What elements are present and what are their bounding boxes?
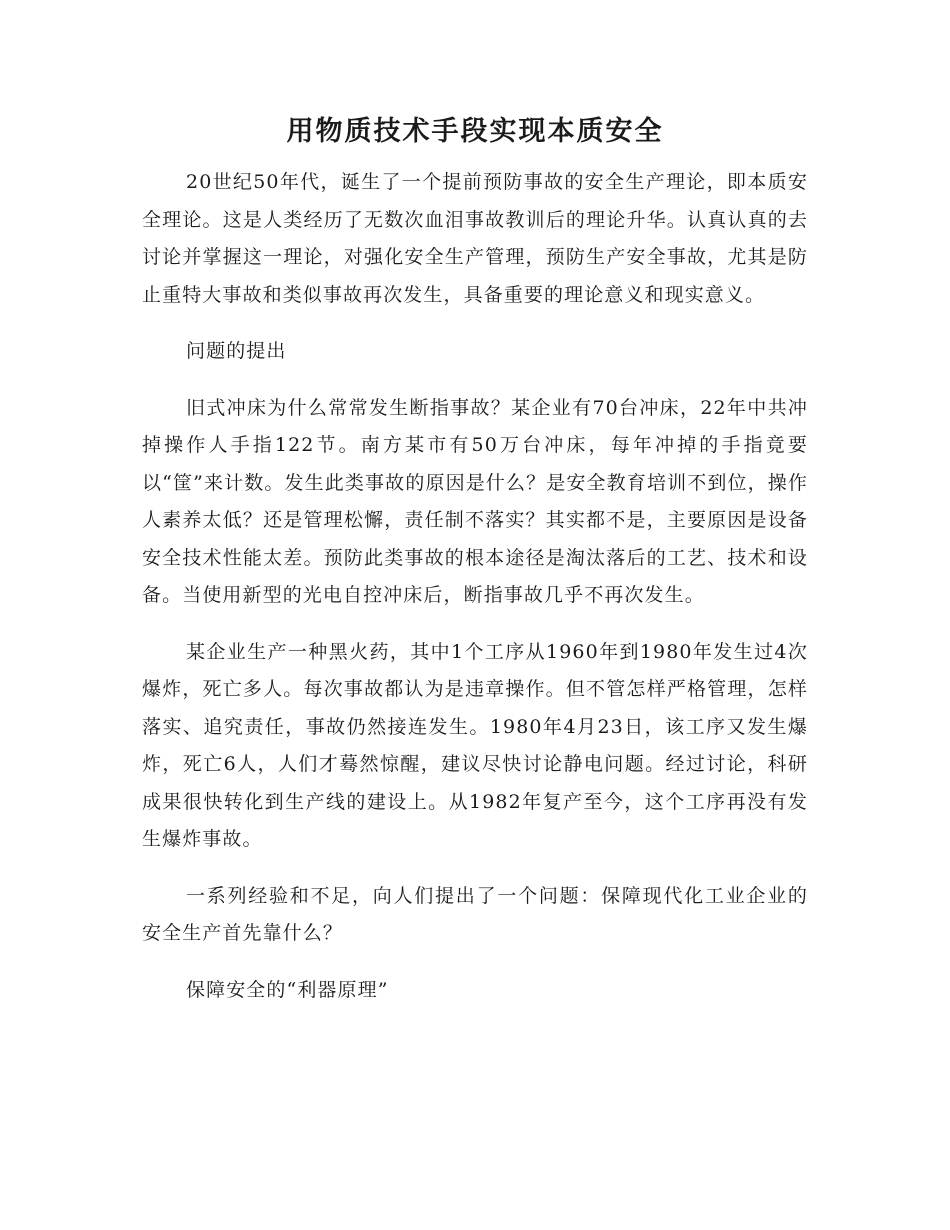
section-heading-principle: 保障安全的“利器原理” — [186, 978, 389, 1001]
paragraph-question: 一系列经验和不足，向人们提出了一个问题：保障现代化工业企业的安全生产首先靠什么？ — [142, 884, 808, 944]
paragraph-punch-press: 旧式冲床为什么常常发生断指事故？某企业有70台冲床，22年中共冲掉操作人手指122节。南方某市有50万台冲床，每年冲掉的手指竟要以“筐”来计数。发生此类事故的原因是什么？是安全教育培训不到位，操作人素养太低？还是管理松懈，责任制不落实？其实都不是，主要原因是设备安全技术性能太差。预防此类事故的根本途径是淘汰落后的工艺、技术和设备。当使用新型的光电自控冲床后，断指事故几乎不再次发生。 — [142, 396, 808, 606]
paragraph-intro: 20世纪50年代，诞生了一个提前预防事故的安全生产理论，即本质安全理论。这是人类经历了无数次血泪事故教训后的理论升华。认真认真的去讨论并掌握这一理论，对强化安全生产管理，预防生产安全事故，尤其是防止重特大事故和类似事故再次发生，具备重要的理论意义和现实意义。 — [142, 171, 808, 306]
document-body — [142, 164, 808, 1028]
section-heading-problem: 问题的提出 — [186, 340, 287, 362]
document-title: 用物质技术手段实现本质安全 — [286, 116, 664, 147]
paragraph-gunpowder: 某企业生产一种黑火药，其中1个工序从1960年到1980年发生过4次爆炸，死亡多人。每次事故都认为是违章操作。但不管怎样严格管理，怎样落实、追究责任，事故仍然接连发生。1980年4月23日，该工序又发生爆炸，死亡6人，人们才蓦然惊醒，建议尽快讨论静电问题。经过讨论，科研成果很快转化到生产线的建设上。从1982年复产至今，这个工序再没有发生爆炸事故。 — [142, 640, 808, 850]
